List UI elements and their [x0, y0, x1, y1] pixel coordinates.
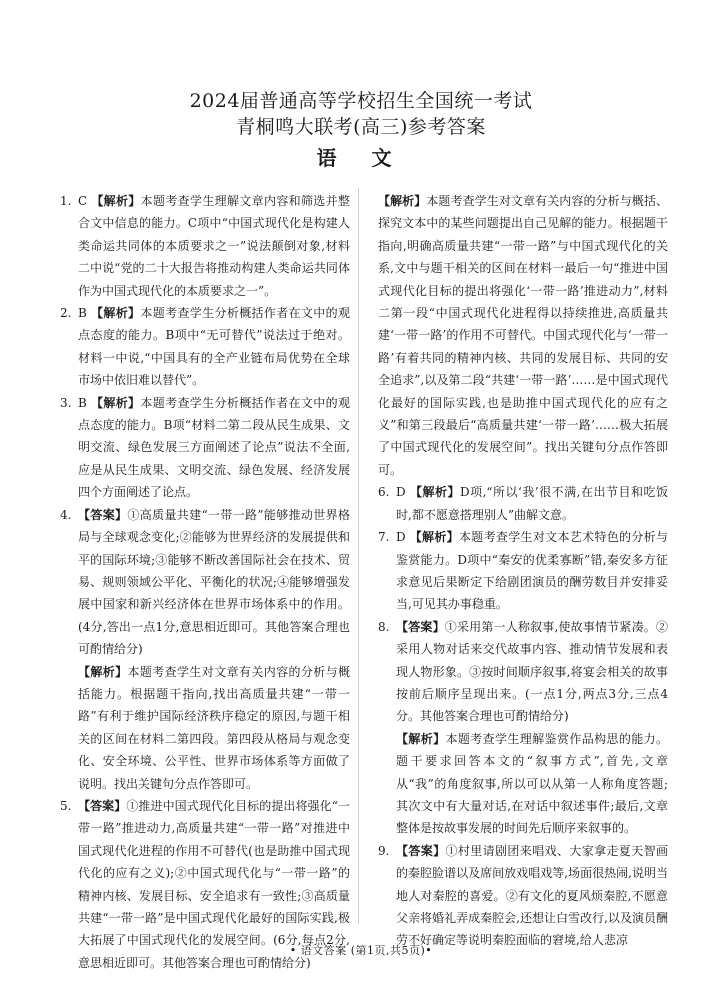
- answer-letter: C: [78, 194, 88, 208]
- analysis-text: 本题考查学生对文章有关内容的分析与概括、探究文本中的某些问题提出自己见解的能力。根据题干指向,明确高质量共建“一带一路”与中国式现代化的关系,文中与题干相关的区间在材料一最后一句“推进中国式现代化目标的提出将强化‘一带一路’推进动力”,材料二第一段“中国式现代化进程得以持续推进,高质量共建‘一带一路’的作用不可替代。中国式现代化与‘一带一路’有着共同的精神内核、共同的发展目标、共同的安全追求”,以及第二段“共建‘一带一路’……是中国式现代化最好的国际实践,也是助推中国式现代化的应有之义”和第三段最后“高质量共建‘一带一路’……极大拓展了中国式现代化的发展空间”。找出关键句分点作答即可。: [378, 194, 668, 477]
- analysis-tag: 【解析】: [78, 664, 128, 679]
- answer-q8: [378, 616, 668, 728]
- answer-letter: B: [78, 395, 87, 410]
- question-number: 3.: [60, 395, 72, 410]
- answer-text: ①高质量共建“一带一路”能够推动世界格局与全球观念变化;②能够为世界经济的发展提供和平的国际环境;③能够不断改善国际社会在技术、贸易、规则领域公平化、平衡化的状况;④能够增强发展中国家和新兴经济体在世界市场体系中的作用。(4分,答出一点1分,意思相近即可。其他答案合理也可酌情给分): [78, 507, 350, 657]
- answer-letter: B: [78, 306, 87, 321]
- answer-letter: D: [396, 485, 406, 500]
- answer-q1: [60, 190, 350, 302]
- answer-q3: [60, 392, 350, 504]
- analysis-text: 本题考查学生对文章有关内容的分析与概括能力。根据题干指向,找出高质量共建“一带一路”有利于维护国际经济秩序稳定的原因,与题干相关的区间在材料二第四段。第四段从格局与观念变化、安全环境、公平性、世界市场体系等方面做了说明。找出关键句分点作答即可。: [78, 664, 350, 791]
- answer-q2: [60, 302, 350, 392]
- analysis-tag: 【解析】: [378, 194, 427, 208]
- answer-text: ①村里请剧团来唱戏、大家拿走夏天智画的秦腔脸谱以及席间放戏唱戏等,场面很热闹,说明当地人对秦腔的喜爱。②有文化的夏风烦秦腔,不愿意父亲将婚礼弄成秦腔会,还想让白雪改行,以及演员酬劳不好确定等说明秦腔面临的窘境,给人悲凉: [396, 843, 668, 948]
- answer-tag: 【答案】: [396, 843, 446, 858]
- analysis-q8: [378, 728, 668, 840]
- column-divider: [358, 188, 359, 924]
- answer-q4: [60, 504, 350, 661]
- analysis-text: 本题考查学生对文本艺术特色的分析与鉴赏能力。D项中“秦安的优柔寡断”错,秦安多方征求意见后果断定下给剧团演员的酬劳数目并安排妥当,可见其办事稳重。: [396, 530, 668, 612]
- subject-title: 语 文: [316, 146, 406, 170]
- question-number: 5.: [60, 798, 72, 813]
- answer-tag: 【答案】: [78, 507, 128, 522]
- analysis-text: 本题考查学生理解文章内容和筛选并整合文中信息的能力。C项中“中国式现代化是构建人类命运共同体的本质要求之一”说法颠倒对象,材料二中说“党的二十大报告将推动构建人类命运共同体作为中国式现代化的本质要求之一”。: [78, 194, 350, 298]
- answer-tag: 【答案】: [78, 798, 127, 813]
- page-header: [0, 88, 722, 172]
- answer-letter: D: [396, 530, 406, 545]
- analysis-tag: 【解析】: [91, 194, 141, 208]
- answer-q6: [378, 481, 668, 526]
- answer-q9: [378, 840, 668, 952]
- analysis-q5: [378, 190, 668, 481]
- analysis-text: 本题考查学生理解鉴赏作品构思的能力。题干要求回答本文的“叙事方式”,首先,文章从“我”的角度叙事,所以可以从第一人称角度答题;其次文中有大量对话,在对话中叙述事件;最后,文章整体是按故事发展的时间先后顺序来叙事的。: [396, 731, 668, 836]
- question-number: 6.: [378, 485, 390, 500]
- answer-text: ①采用第一人称叙事,使故事情节紧凑。②采用人物对话来交代故事内容、推动情节发展和表现人物形象。③按时间顺序叙事,将宴会相关的故事按前后顺序呈现出来。(一点1分,两点3分,三点4分。其他答案合理也可酌情给分): [396, 619, 668, 724]
- answer-q7: [378, 526, 668, 616]
- analysis-tag: 【解析】: [396, 731, 446, 746]
- analysis-text: 本题考查学生分析概括作者在文中的观点态度的能力。B项中“无可替代”说法过于绝对。材料一中说,“中国具有的全产业链布局优势在全球市场中依旧难以替代”。: [78, 306, 350, 388]
- analysis-text: D项,“所以‘我’很不满,在出节目和吃饭时,都不愿意搭理别人”曲解文意。: [396, 485, 668, 522]
- question-number: 1.: [60, 194, 72, 208]
- analysis-q4: [60, 661, 350, 795]
- answer-tag: 【答案】: [396, 619, 445, 634]
- question-number: 4.: [60, 507, 72, 522]
- analysis-tag: 【解析】: [91, 395, 141, 410]
- question-number: 2.: [60, 306, 72, 321]
- analysis-tag: 【解析】: [409, 530, 459, 545]
- page-footer: • 语文答案 (第1页,共5页)•: [289, 944, 433, 957]
- answer-text: ①推进中国式现代化目标的提出将强化“一带一路”推进动力,高质量共建“一带一路”对推进中国式现代化进程的作用不可替代(也是助推中国式现代化的应有之义);②中国式现代化与“一带一路”的精神内核、发展目标、安全追求有一致性;③高质量共建“一带一路”是中国式现代化最好的国际实践,极大拓展了中国式现代化的发展空间。(6分,每点2分,意思相近即可。其他答案合理也可酌情给分): [78, 798, 350, 970]
- exam-title: 2024届普通高等学校招生全国统一考试: [189, 90, 533, 112]
- right-column: [378, 190, 668, 952]
- analysis-tag: 【解析】: [409, 485, 460, 500]
- exam-subtitle: 青桐鸣大联考(高三)参考答案: [236, 116, 486, 138]
- left-column: [60, 190, 350, 974]
- analysis-tag: 【解析】: [91, 306, 141, 321]
- analysis-text: 本题考查学生分析概括作者在文中的观点态度的能力。B项“材料二第二段从民生成果、文明交流、绿色发展三方面阐述了论点”说法不全面,应是从民生成果、文明交流、绿色发展、经济发展四个方面阐述了论点。: [78, 395, 350, 500]
- question-number: 8.: [378, 619, 390, 634]
- question-number: 9.: [378, 843, 390, 858]
- question-number: 7.: [378, 530, 390, 545]
